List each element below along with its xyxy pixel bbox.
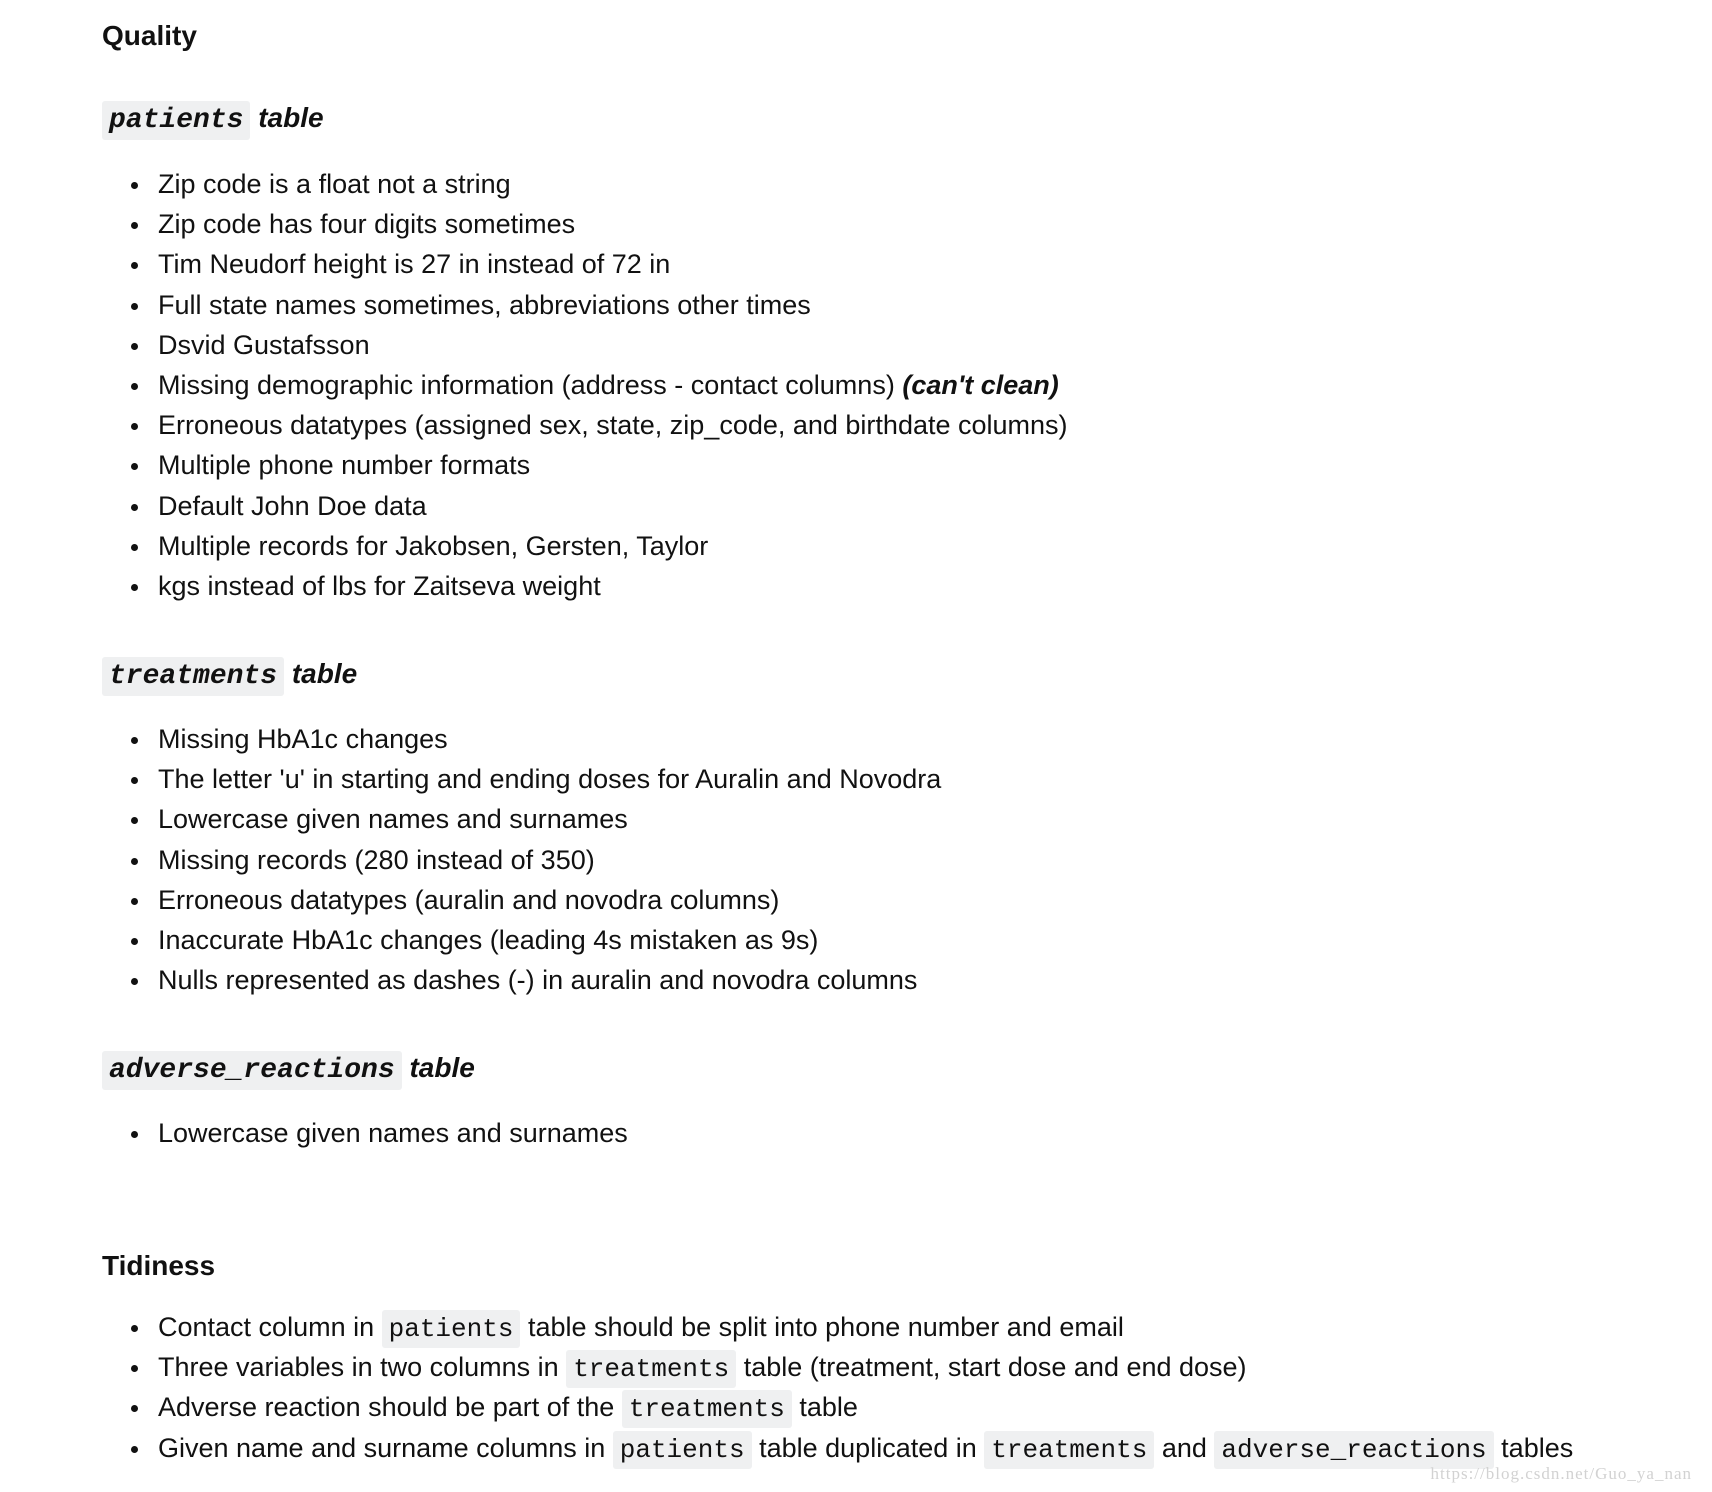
list-item-text: Missing demographic information (address - contact columns) xyxy=(158,369,895,400)
list-item xyxy=(128,1428,1573,1468)
list-item-text: Contact column in xyxy=(158,1312,375,1342)
list-item: Full state names sometimes, abbreviations other times xyxy=(128,285,1068,325)
list-item: Tim Neudorf height is 27 in instead of 72 in xyxy=(128,244,1068,284)
list-item-text: table duplicated in xyxy=(759,1432,977,1463)
patients-table-heading xyxy=(102,102,324,136)
list-item: Missing HbA1c changes xyxy=(128,719,941,759)
list-item-text: table should be split into phone number and email xyxy=(527,1312,1124,1342)
tidiness-issues-list xyxy=(128,1307,1573,1468)
list-item: Zip code has four digits sometimes xyxy=(128,204,1068,244)
treatments-table-heading xyxy=(102,658,357,692)
list-item: Multiple phone number formats xyxy=(128,445,1068,485)
list-item xyxy=(128,365,1068,405)
list-item-text: table xyxy=(799,1392,858,1423)
cant-clean-note: (can't clean) xyxy=(902,369,1059,400)
treatments-code: treatments xyxy=(102,657,284,696)
patients-code: patients xyxy=(613,1431,752,1469)
list-item xyxy=(128,1347,1573,1387)
list-item-text: Adverse reaction should be part of the xyxy=(158,1392,615,1423)
list-item: The letter 'u' in starting and ending doses for Auralin and Novodra xyxy=(128,759,941,799)
list-item: Nulls represented as dashes (-) in auralin and novodra columns xyxy=(128,960,941,1000)
adverse-reactions-code: adverse_reactions xyxy=(102,1051,402,1090)
list-item: Default John Doe data xyxy=(128,486,1068,526)
list-item: Multiple records for Jakobsen, Gersten, Taylor xyxy=(128,526,1068,566)
patients-issues-list xyxy=(128,164,1068,606)
list-item: Missing records (280 instead of 350) xyxy=(128,840,941,880)
list-item: Zip code is a float not a string xyxy=(128,164,1068,204)
list-item xyxy=(128,1307,1573,1347)
treatments-code: treatments xyxy=(566,1350,736,1388)
adverse-reactions-code: adverse_reactions xyxy=(1214,1431,1493,1469)
list-item: Lowercase given names and surnames xyxy=(128,1113,628,1153)
treatments-table-suffix: table xyxy=(291,658,358,689)
treatments-code: treatments xyxy=(622,1390,792,1428)
adverse-reactions-issues-list xyxy=(128,1113,628,1153)
list-item-text: Given name and surname columns in xyxy=(158,1432,606,1463)
adverse-reactions-table-suffix: table xyxy=(409,1052,475,1083)
list-item: Erroneous datatypes (auralin and novodra columns) xyxy=(128,880,941,920)
list-item: Dsvid Gustafsson xyxy=(128,325,1068,365)
list-item-text: and xyxy=(1161,1432,1207,1463)
list-item: kgs instead of lbs for Zaitseva weight xyxy=(128,566,1068,606)
list-item-text: tables xyxy=(1501,1432,1574,1463)
watermark-url: https://blog.csdn.net/Guo_ya_nan xyxy=(1430,1464,1692,1483)
list-item: Lowercase given names and surnames xyxy=(128,799,941,839)
quality-heading: Quality xyxy=(102,20,197,51)
tidiness-heading: Tidiness xyxy=(102,1250,216,1281)
treatments-issues-list xyxy=(128,719,941,1000)
treatments-code: treatments xyxy=(984,1431,1154,1469)
patients-code: patients xyxy=(382,1310,521,1348)
adverse-reactions-table-heading xyxy=(102,1052,475,1086)
patients-code: patients xyxy=(102,101,250,140)
list-item-text: Three variables in two columns in xyxy=(158,1352,559,1383)
list-item: Erroneous datatypes (assigned sex, state, zip_code, and birthdate columns) xyxy=(128,405,1068,445)
list-item xyxy=(128,1387,1573,1427)
patients-table-suffix: table xyxy=(258,102,324,133)
list-item: Inaccurate HbA1c changes (leading 4s mistaken as 9s) xyxy=(128,920,941,960)
list-item-text: table (treatment, start dose and end dose) xyxy=(743,1352,1247,1383)
